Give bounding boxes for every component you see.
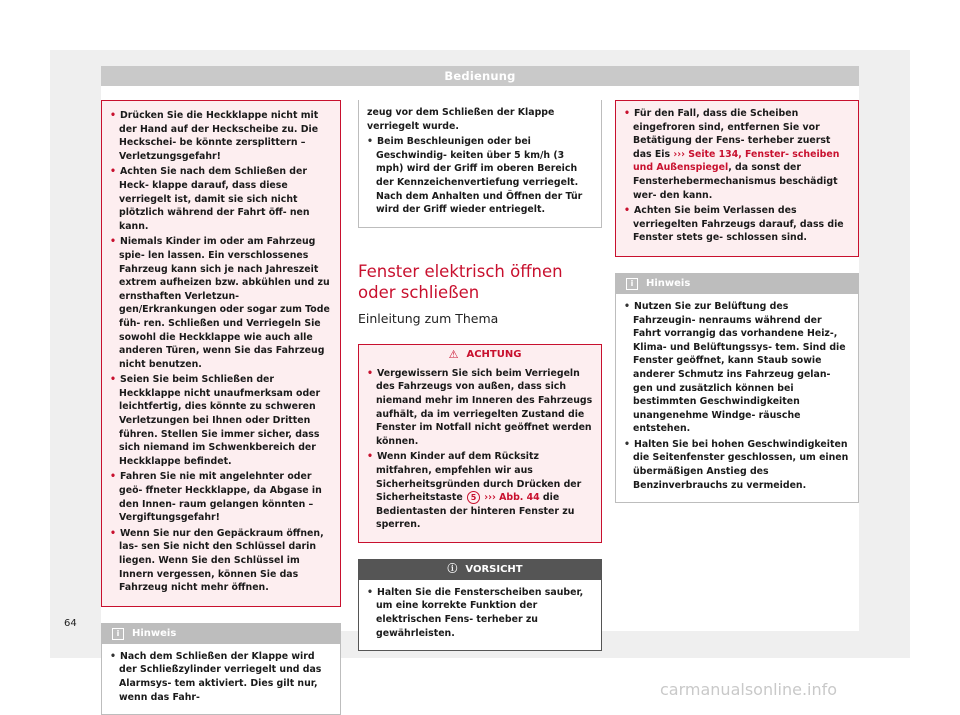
warning-triangle-icon: ⚠ [448,347,459,361]
vorsicht-header [359,560,601,580]
list-item: • Wenn Sie nur den Gepäckraum öffnen, las- sen Sie nicht den Schlüssel darin liegen. Wenn Sie den Schlüssel im Innern vergessen, können Sie das Fahrzeug nicht mehr öffnen. [110,527,324,594]
achtung-box [358,344,602,543]
list-item: • Achten Sie nach dem Schließen der Heck- klappe darauf, dass diese verriegelt ist, damit sie sich nicht plötzlich während der Fahrt öff- nen kann. [110,166,310,232]
achtung-header [359,345,601,365]
vorsicht-box [358,559,602,651]
list-item: • Fahren Sie nie mit angelehnter oder geö- ffneter Heckklappe, da Abgase in den Innen- raum gelangen könnten – Vergiftungsgefahr! [110,471,322,524]
page-header [101,66,859,86]
note-box-continued [358,100,602,228]
warning-box [101,100,341,607]
list-item: • Beim Beschleunigen oder bei Geschwindig- keiten über 5 km/h (3 mph) wird der Griff im oberen Bereich der Kennzeichenvertiefung verriegelt. Nach dem Anhalten und Öffnen der Tür wird der Griff wieder entriegelt. [367,136,583,216]
note-title: Hinweis [646,277,691,289]
info-icon: i [626,278,638,290]
info-icon: i [112,628,124,640]
caution-icon: ⓘ [447,563,458,575]
warning-box-continued [615,100,859,257]
list-item: • Seien Sie beim Schließen der Heckklappe nicht unaufmerksam oder leichtfertig, dies könnte zu schweren Verletzungen bei Ihnen oder Dritten führen. Stellen Sie immer sicher, dass sich niemand im Schwenkbereich der Heckklappe befindet. [110,374,321,467]
section-subtitle: Einleitung zum Thema [358,310,499,326]
note-box [101,623,341,715]
column-2 [358,100,602,651]
column-1 [101,100,341,715]
list-item: • Nach dem Schließen der Klappe wird der Schließzylinder verriegelt und das Alarmsys- tem aktiviert. Dies gilt nur, wenn das Fahr- [110,650,322,703]
list-item: • Wenn Kinder auf dem Rücksitz mitfahren, empfehlen wir aus Sicherheitsgründen durch Drücken der Sicherheitstaste 5 ››› Abb. 44 die Bedientasten der hinteren Fenster zu sperren. [367,451,582,531]
watermark: carmanualsonline.info [660,680,838,699]
section-title: Fenster elektrisch öffnen oder schließen [358,261,563,302]
note-header [102,624,340,644]
list-item: • Halten Sie die Fensterscheiben sauber, um eine korrekte Funktion der elektrischen Fens- terheber zu gewährleisten. [367,586,584,639]
note-header [616,274,858,294]
note-continuation: zeug vor dem Schließen der Klappe verriegelt wurde. [367,107,555,132]
list-item: • Nutzen Sie zur Belüftung des Fahrzeugin- nenraums während der Fahrt vorrangig das vorhandene Heiz-, Klima- und Belüftungssys- tem. Sind die Fenster geöffnet, kann Staub sowie anderer Schmutz ins Fahrzeug gelan- gen und zusätzlich können bei bestimmten Geschwindigkeiten unangenehme Windge- räusche entstehen. [624,300,846,435]
list-item: • Achten Sie beim Verlassen des verriegelten Fahrzeugs darauf, dass die Fenster stets ge- schlossen sind. [624,205,844,244]
list-item: • Vergewissern Sie sich beim Verriegeln des Fahrzeugs von außen, dass sich niemand mehr im Inneren des Fahrzeugs aufhält, da im verriegelten Zustand die Fenster im Notfall nicht geöffnet werden können. [367,367,593,447]
note-title: Hinweis [132,627,177,639]
page-link[interactable]: ››› Seite 134, Fenster- scheiben und Außenspiegel [633,148,840,174]
list-item: • Halten Sie bei hohen Geschwindigkeiten die Seitenfenster geschlossen, um einen übermäßigen Anstieg des Benzinverbrauchs zu vermeiden. [624,438,849,491]
reference-number: 5 [467,491,480,504]
page-number: 64 [64,618,77,629]
achtung-title: ACHTUNG [466,348,522,360]
list-item: • Niemals Kinder im oder am Fahrzeug spie- len lassen. Ein verschlossenes Fahrzeug kann sich je nach Jahreszeit extrem aufheizen bzw. abkühlen und zu ernsthaften Verletzun- gen/Erkrankungen oder sogar zum Tode füh- ren. Schließen und Verriegeln Sie sowohl die Heckklappe wie auch alle anderen Türen, wenn Sie das Fahrzeug nicht benutzen. [110,236,330,370]
list-item: • Für den Fall, dass die Scheiben eingefroren sind, entfernen Sie vor Betätigung der Fens- terheber zuerst das Eis ››› Seite 134, Fenster- scheiben und Außenspiegel, da sonst der Fensterhebermechanismus beschädigt wer- den kann. [624,108,840,201]
figure-link[interactable]: ››› Abb. 44 [484,492,540,504]
column-3 [615,100,859,503]
header-title: Bedienung [444,69,516,83]
list-item: • Drücken Sie die Heckklappe nicht mit der Hand auf der Heckscheibe zu. Die Heckschei- be könnte zersplittern – Verletzungsgefahr! [110,110,319,162]
note-box [615,273,859,503]
vorsicht-title: VORSICHT [465,563,523,575]
